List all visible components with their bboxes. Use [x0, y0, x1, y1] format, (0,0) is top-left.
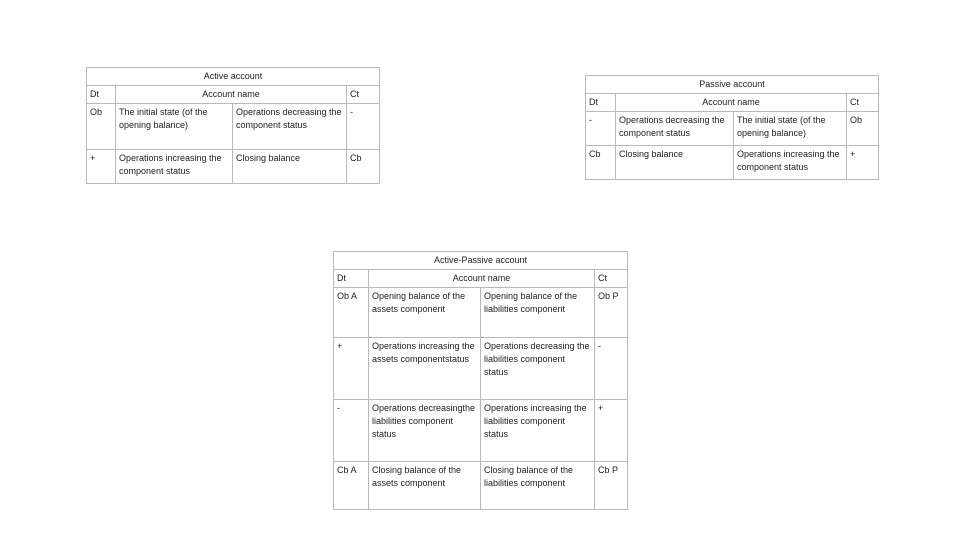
active-passive-account-table: [333, 251, 628, 510]
active-cell: -: [347, 104, 380, 150]
active-cell: Closing balance: [233, 150, 347, 184]
active-cell: Operations increasing the component status: [116, 150, 233, 184]
active-cell: Ob: [87, 104, 116, 150]
ap-cell: Operations increasing the liabilities component status: [481, 400, 595, 462]
passive-account-table: [585, 75, 879, 180]
ap-cell: Operations decreasing the liabilities component status: [481, 338, 595, 400]
passive-cell: Operations increasing the component status: [734, 146, 847, 180]
ap-cell: Operations decreasingthe liabilities component status: [369, 400, 481, 462]
active-header-dt: Dt: [87, 86, 116, 104]
ap-cell: Closing balance of the liabilities component: [481, 462, 595, 510]
ap-cell: Opening balance of the assets component: [369, 288, 481, 338]
ap-cell: Operations increasing the assets componentstatus: [369, 338, 481, 400]
passive-cell: Ob: [847, 112, 879, 146]
ap-cell: Closing balance of the assets component: [369, 462, 481, 510]
ap-cell: -: [334, 400, 369, 462]
ap-cell: Cb P: [595, 462, 628, 510]
ap-cell: Opening balance of the liabilities component: [481, 288, 595, 338]
passive-header-ct: Ct: [847, 94, 879, 112]
passive-account-title: Passive account: [586, 76, 879, 94]
ap-cell: Cb A: [334, 462, 369, 510]
active-cell: The initial state (of the opening balance): [116, 104, 233, 150]
ap-cell: Ob A: [334, 288, 369, 338]
passive-header-dt: Dt: [586, 94, 616, 112]
active-cell: Operations decreasing the component status: [233, 104, 347, 150]
passive-cell: -: [586, 112, 616, 146]
ap-cell: -: [595, 338, 628, 400]
active-account-title: Active account: [87, 68, 380, 86]
ap-header-account-name: Account name: [369, 270, 595, 288]
ap-cell: +: [595, 400, 628, 462]
passive-cell: Cb: [586, 146, 616, 180]
active-account-table: [86, 67, 380, 184]
active-cell: +: [87, 150, 116, 184]
active-cell: Cb: [347, 150, 380, 184]
ap-header-ct: Ct: [595, 270, 628, 288]
passive-cell: Operations decreasing the component status: [616, 112, 734, 146]
active-passive-account-title: Active-Passive account: [334, 252, 628, 270]
passive-header-account-name: Account name: [616, 94, 847, 112]
passive-cell: +: [847, 146, 879, 180]
ap-cell: +: [334, 338, 369, 400]
ap-header-dt: Dt: [334, 270, 369, 288]
active-header-account-name: Account name: [116, 86, 347, 104]
passive-cell: Closing balance: [616, 146, 734, 180]
ap-cell: Ob P: [595, 288, 628, 338]
passive-cell: The initial state (of the opening balance): [734, 112, 847, 146]
active-header-ct: Ct: [347, 86, 380, 104]
